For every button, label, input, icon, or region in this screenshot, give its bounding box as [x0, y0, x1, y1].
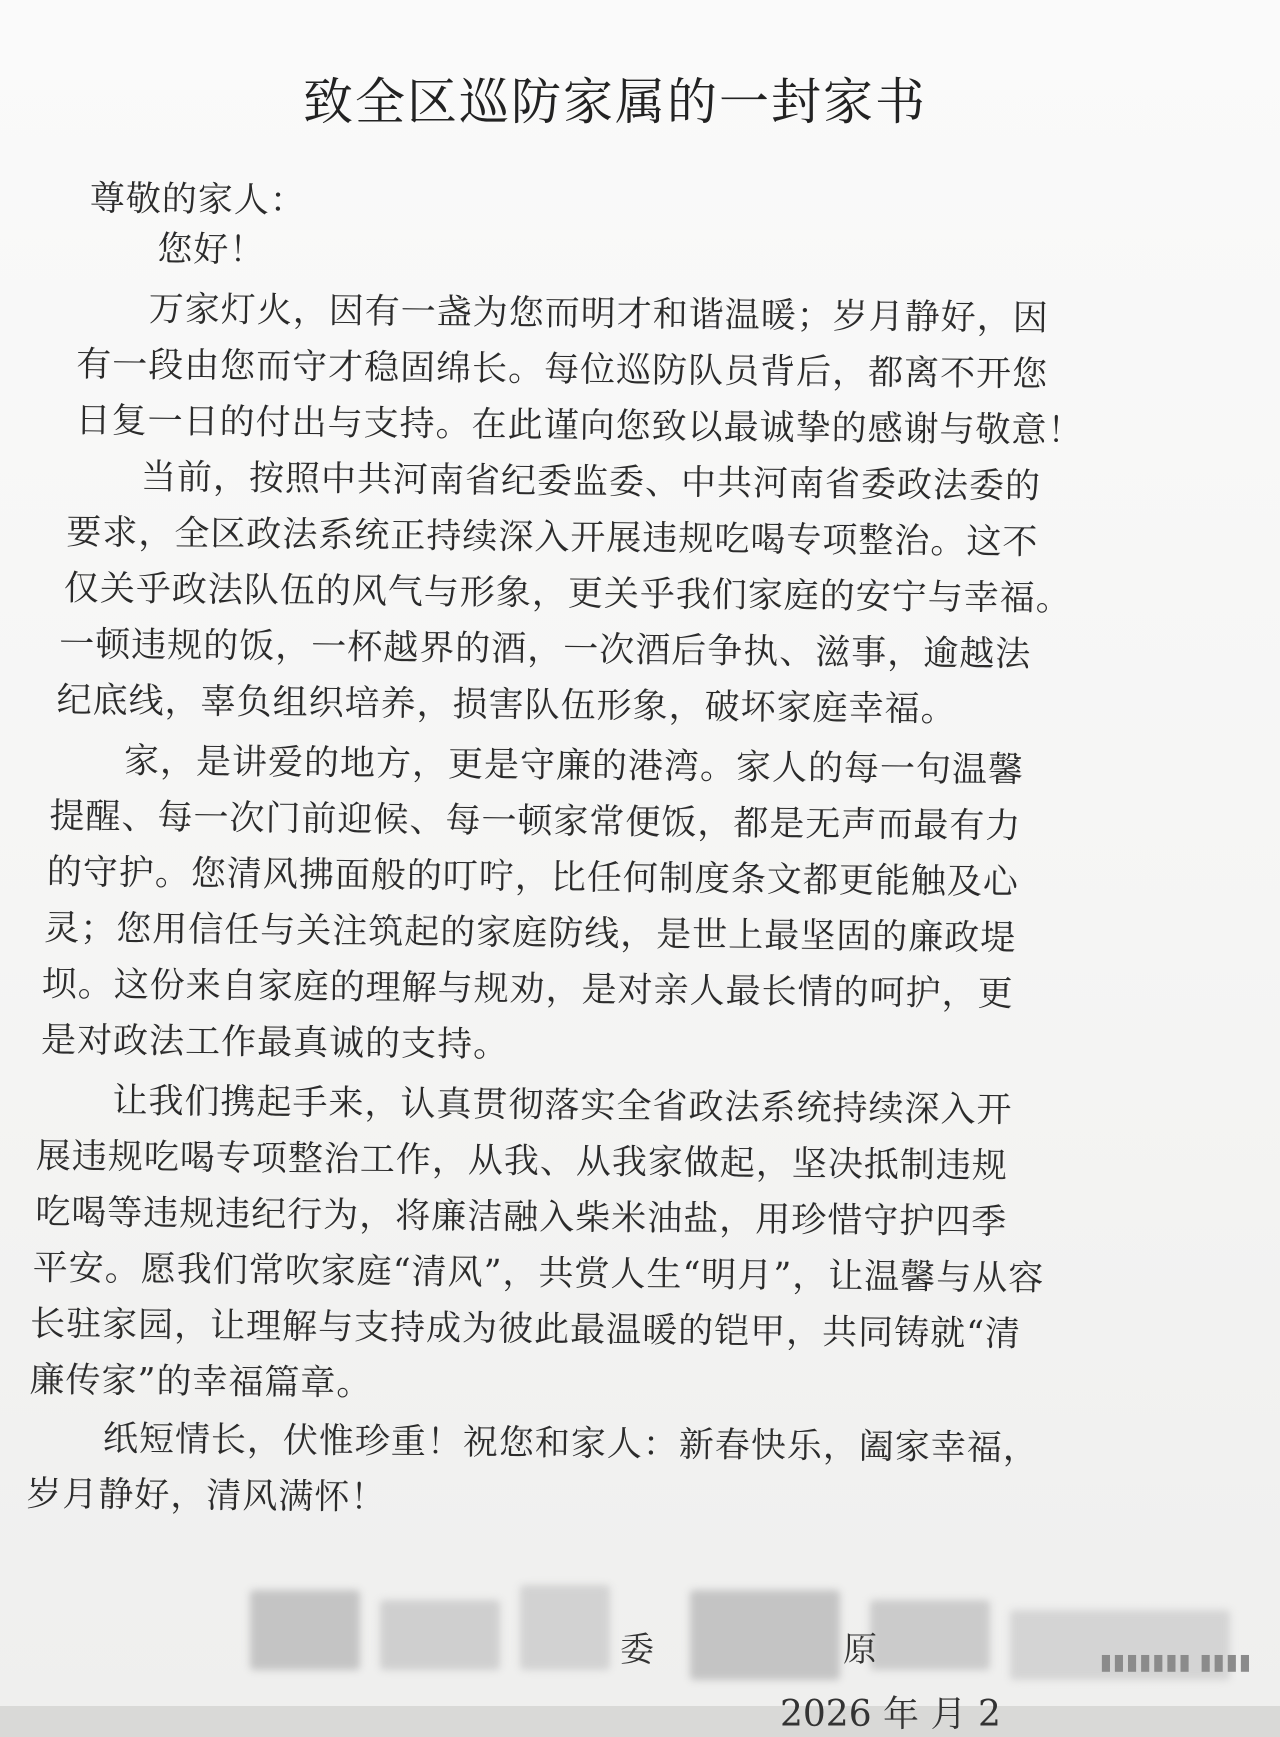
redacted-block — [380, 1600, 500, 1670]
paragraph-line: 一顿违规的饭，一杯越界的酒，一次酒后争执、滋事，逾越法 — [59, 624, 1032, 675]
paragraph-line: 坝。这份来自家庭的理解与规劝，是对亲人最长情的呵护，更 — [41, 964, 1014, 1015]
paragraph-line: 日复一日的付出与支持。在此谨向您致以最诚挚的感谢与敬意！ — [75, 400, 1084, 452]
paragraph-line: 纸短情长，伏惟珍重！祝您和家人：新春快乐，阖家幸福， — [102, 1419, 1040, 1469]
letter-title: 致全区巡防家属的一封家书 — [303, 73, 927, 131]
paragraph-line: 要求，全区政法系统正持续深入开展违规吃喝专项整治。这不 — [66, 512, 1039, 563]
redacted-block — [520, 1585, 610, 1670]
salutation: 尊敬的家人： — [89, 178, 307, 222]
paragraph-line: 纪底线，辜负组织培养，损害队伍形象，破坏家庭幸福。 — [56, 680, 957, 731]
paragraph-line: 岁月静好，清风满怀！ — [26, 1474, 387, 1519]
paragraph-line: 展违规吃喝专项整治工作，从我、从我家做起，坚决抵制违规 — [35, 1136, 1009, 1187]
paragraph-line: 是对政法工作最真诚的支持。 — [40, 1020, 510, 1066]
redacted-block — [250, 1590, 360, 1670]
paragraph-line: 灵；您用信任与关注筑起的家庭防线，是世上最坚固的廉政堤 — [44, 908, 1017, 959]
watermark: ▮▮▮▮▮▮▮ ▮▮▮▮ — [1099, 1650, 1252, 1675]
redacted-block — [870, 1600, 990, 1670]
paragraph-line: 的守护。您清风拂面般的叮咛，比任何制度条文都更能触及心 — [46, 852, 1020, 903]
paragraph-line: 长驻家园，让理解与支持成为彼此最温暖的铠甲，共同铸就“清 — [29, 1304, 1022, 1355]
paragraph-line: 廉传家”的幸福篇章。 — [29, 1360, 373, 1404]
paragraph-line: 有一段由您而守才稳固绵长。每位巡防队员背后，都离不开您 — [75, 344, 1049, 395]
paragraph-line: 提醒、每一次门前迎候、每一顿家常便饭，都是无声而最有力 — [49, 796, 1022, 847]
redacted-block — [690, 1590, 840, 1680]
paragraph-line: 仅关乎政法队伍的风气与形象，更关乎我们家庭的安宁与幸福。 — [63, 568, 1073, 620]
signature-char: 原 — [843, 1630, 877, 1670]
letter-date: 2026 年 月 2 — [780, 1694, 1001, 1735]
signature-char: 委 — [620, 1630, 654, 1670]
greeting: 您好！ — [157, 229, 266, 271]
paragraph-line: 当前，按照中共河南省纪委监委、中共河南省委政法委的 — [140, 457, 1042, 507]
paragraph-line: 家，是讲爱的地方，更是守廉的港湾。家人的每一句温馨 — [123, 741, 1025, 791]
paragraph-line: 吃喝等违规违纪行为，将廉洁融入柴米油盐，用珍惜守护四季 — [35, 1192, 1008, 1243]
paragraph-line: 万家灯火，因有一盏为您而明才和谐温暖；岁月静好，因 — [148, 289, 1049, 339]
paragraph-line: 让我们携起手来，认真贯彻落实全省政法系统持续深入开 — [112, 1081, 1013, 1131]
paragraph-line: 平安。愿我们常吹家庭“清风”，共赏人生“明月”，让温馨与从容 — [32, 1248, 1045, 1300]
